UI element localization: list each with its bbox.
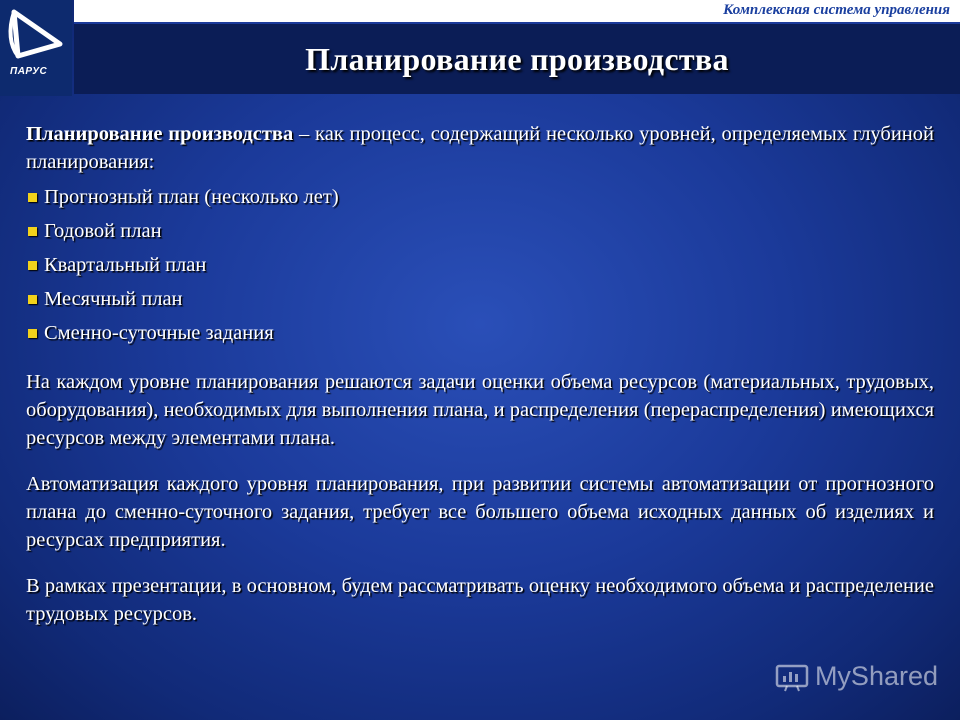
slide-content	[26, 120, 934, 628]
title-bar	[74, 24, 960, 94]
sail-logo-icon	[0, 0, 72, 96]
square-bullet-icon	[28, 193, 37, 202]
list-item	[26, 282, 934, 316]
list-item	[26, 316, 934, 350]
square-bullet-icon	[28, 227, 37, 236]
list-item	[26, 214, 934, 248]
level-label: Месячный план	[44, 288, 183, 310]
list-item	[26, 248, 934, 282]
resources-paragraph: На каждом уровне планирования решаются задачи оценки объема ресурсов (материальных, трудовых, оборудования), необходимых для выполнения плана, и распределения (перераспределения) имеющихся ресурсов между элементами плана.	[26, 371, 934, 449]
square-bullet-icon	[28, 295, 37, 304]
brand-text: Комплексная система управления	[723, 2, 950, 18]
page-title: Планирование производства	[305, 40, 729, 77]
automation-paragraph: Автоматизация каждого уровня планирования, при развитии системы автоматизации от прогнозного плана до сменно-суточного задания, требует все большего объема исходных данных об изделиях и ресурсах предприятия.	[26, 473, 934, 551]
top-brand-bar	[74, 0, 960, 24]
planning-levels-list	[26, 180, 934, 350]
level-label: Прогнозный план (несколько лет)	[44, 186, 339, 208]
level-label: Квартальный план	[44, 254, 207, 276]
scope-paragraph: В рамках презентации, в основном, будем рассматривать оценку необходимого объема и распределение трудовых ресурсов.	[26, 575, 934, 625]
myshared-logo-icon	[775, 662, 809, 692]
parus-logo	[0, 0, 72, 96]
myshared-watermark	[775, 661, 938, 692]
square-bullet-icon	[28, 261, 37, 270]
square-bullet-icon	[28, 329, 37, 338]
list-item	[26, 180, 934, 214]
level-label: Годовой план	[44, 220, 162, 242]
intro-rest: – как процесс, содержащий несколько уровней, определяемых глубиной планирования:	[26, 123, 935, 173]
logo-text: ПАРУС	[10, 66, 48, 77]
intro-paragraph	[26, 120, 934, 176]
level-label: Сменно-суточные задания	[44, 322, 274, 344]
watermark-text: MyShared	[814, 661, 938, 691]
intro-bold: Планирование производства	[26, 123, 294, 145]
